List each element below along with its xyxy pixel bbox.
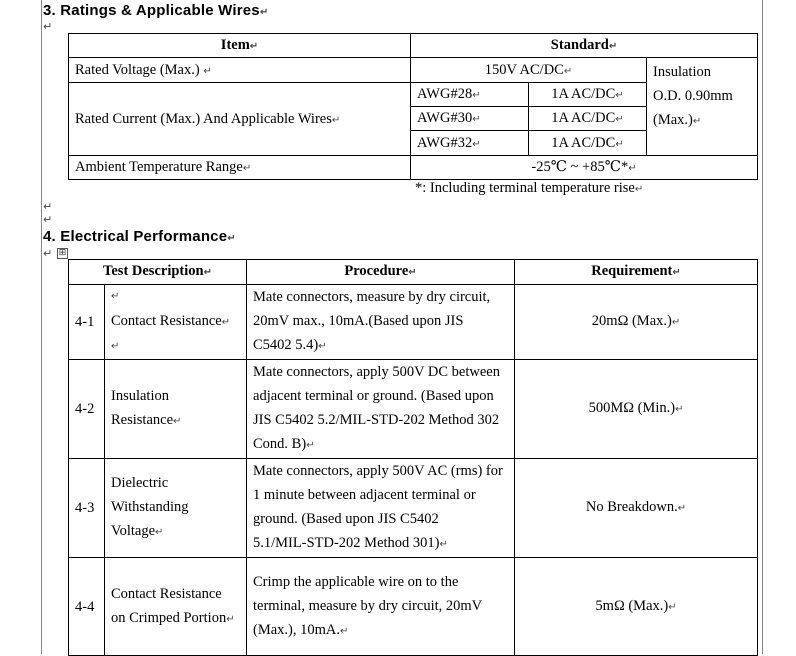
table-row (69, 459, 758, 558)
paragraph-mark: ↵ (43, 213, 53, 226)
rated-current-label: Rated Current (Max.) And Applicable Wires↵ (69, 83, 411, 156)
table-row (69, 285, 758, 360)
paragraph-mark: ↵ (43, 200, 53, 213)
requirement: No Breakdown.↵ (515, 459, 758, 558)
table-row (69, 360, 758, 459)
col-standard-header: Standard↵ (411, 34, 758, 58)
rated-voltage-value: 150V AC/DC↵ (411, 58, 647, 83)
left-margin-line (41, 0, 42, 654)
procedure: Mate connectors, apply 500V DC between adjacent terminal or ground. (Based upon JIS C5402 5.2/MIL-STD-202 Method 302 Cond. B)↵ (247, 360, 515, 459)
insulation-note: Insulation O.D. 0.90mm (Max.)↵ (647, 58, 758, 156)
ambient-temperature-value: -25℃ ~ +85℃*↵ (411, 156, 758, 180)
requirement: 20mΩ (Max.)↵ (515, 285, 758, 360)
procedure: Mate connectors, apply 500V AC (rms) for 1 minute between adjacent terminal or ground. (Based upon JIS C5402 5.1/MIL-STD-202 Method 301)↵ (247, 459, 515, 558)
table-move-handle-icon[interactable]: ⊞ (58, 248, 67, 258)
ratings-table (68, 33, 758, 180)
electrical-performance-table (68, 259, 758, 656)
current-awg-28: 1A AC/DC↵ (529, 83, 647, 107)
section3-heading-text: 3. Ratings & Applicable Wires (43, 2, 260, 19)
section4-heading: 4. Electrical Performance↵ (43, 228, 236, 245)
test-description: ↵ Contact Resistance↵ ↵ (105, 285, 247, 360)
row-number: 4-1 (69, 285, 105, 360)
test-description: Contact Resistance on Crimped Portion↵ (105, 558, 247, 656)
row-number: 4-3 (69, 459, 105, 558)
awg-28: AWG#28↵ (411, 83, 529, 107)
col-item-header: Item↵ (69, 34, 411, 58)
test-description: Dielectric Withstanding Voltage↵ (105, 459, 247, 558)
procedure: Crimp the applicable wire on to the terminal, measure by dry circuit, 20mV (Max.), 10mA.↵ (247, 558, 515, 656)
procedure: Mate connectors, measure by dry circuit, 20mV max., 10mA.(Based upon JIS C5402 5.4)↵ (247, 285, 515, 360)
section3-heading (43, 2, 268, 19)
row-number: 4-4 (69, 558, 105, 656)
test-description: Insulation Resistance↵ (105, 360, 247, 459)
row-number: 4-2 (69, 360, 105, 459)
current-awg-30: 1A AC/DC↵ (529, 107, 647, 131)
requirement: 500MΩ (Min.)↵ (515, 360, 758, 459)
rated-voltage-label: Rated Voltage (Max.) ↵ (69, 58, 411, 83)
col-procedure-header: Procedure↵ (247, 260, 515, 285)
awg-30: AWG#30↵ (411, 107, 529, 131)
ambient-temperature-label: Ambient Temperature Range↵ (69, 156, 411, 180)
paragraph-mark: ↵ (43, 20, 53, 33)
paragraph-mark: ↵ (259, 7, 269, 18)
current-awg-32: 1A AC/DC↵ (529, 131, 647, 156)
col-requirement-header: Requirement↵ (515, 260, 758, 285)
awg-32: AWG#32↵ (411, 131, 529, 156)
paragraph-mark: ↵ (43, 247, 53, 260)
right-margin-line (762, 0, 763, 654)
table-row (69, 558, 758, 656)
temperature-footnote: *: Including terminal temperature rise↵ (415, 180, 644, 196)
section4-heading-text: 4. Electrical Performance (43, 228, 228, 245)
requirement: 5mΩ (Max.)↵ (515, 558, 758, 656)
col-test-description-header: Test Description↵ (69, 260, 247, 285)
